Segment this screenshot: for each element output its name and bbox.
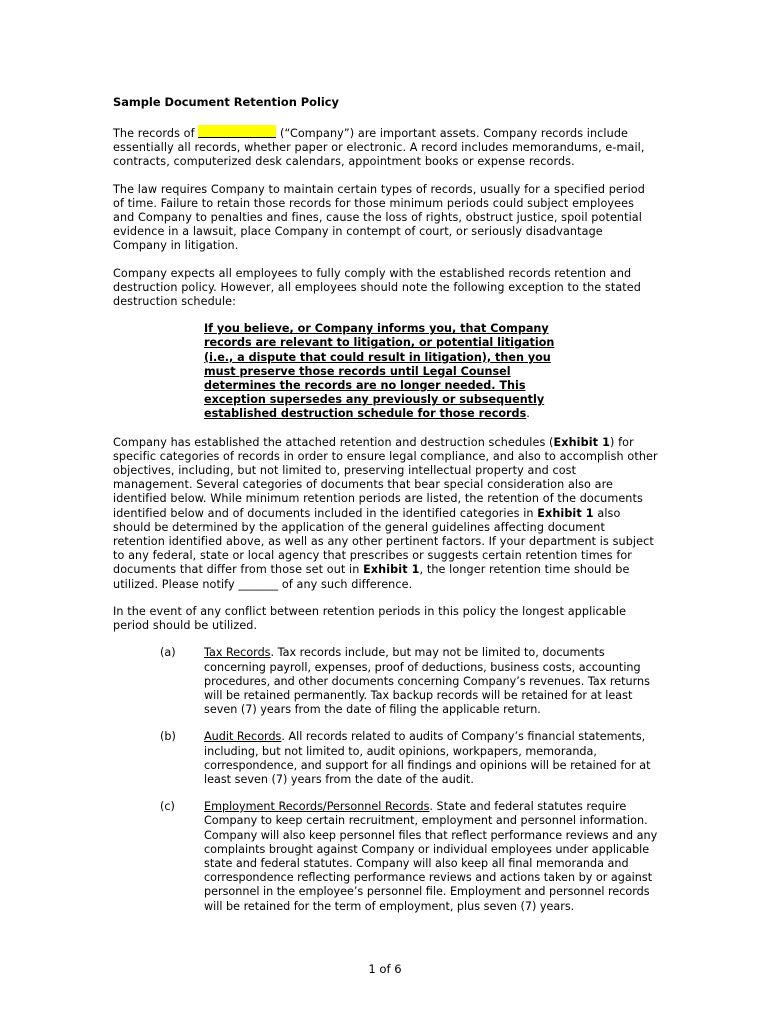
item-label: (c) <box>160 800 175 814</box>
item-heading: Audit Records <box>204 730 282 744</box>
paragraph-law: The law requires Company to maintain certain types of records, usually for a specified period of time. Failure to retain those records for those minimum periods could subject employees and Company to penalties and fines, cause the loss of rights, obstruct justice, spoil potential evidence in a lawsuit, place Company in contempt of court, or seriously disadvantage Company in litigation. <box>113 182 645 253</box>
paragraph-schedules <box>113 436 658 592</box>
paragraph-expectations: Company expects all employees to fully comply with the established records retention and destruction policy. However, all employees should note the following exception to the stated destruction schedule: <box>113 266 641 309</box>
company-name-blank[interactable] <box>198 125 276 138</box>
list-item <box>113 730 658 787</box>
item-heading: Tax Records <box>204 646 271 660</box>
list-item <box>113 646 658 717</box>
paragraph-records <box>113 125 658 170</box>
paragraph-conflict: In the event of any conflict between retention periods in this policy the longest applicable period should be utilized. <box>113 604 627 633</box>
document-title: Sample Document Retention Policy <box>113 95 339 109</box>
exhibit-1-ref: Exhibit 1 <box>363 563 420 577</box>
page-number: 1 of 6 <box>368 962 402 976</box>
item-heading: Employment Records/Personnel Records <box>204 800 430 814</box>
schedules-text-b: ) for specific categories of records in order to ensure legal compliance, and also to accomplish other objectives, including, but not limited to, preserving intellectual property and cost management. Several categories of documents that bear special consideration also are identified below. While minimum retention periods are listed, the retention of the documents identified below and of documents included in the identified categories in <box>113 435 658 520</box>
schedules-text-c: also should be determined by the application of the general guidelines affecting document retention identified above, as well as any other pertinent factors. If your department is subject to any federal, state or local agency that prescribes or suggests certain retention times for documents that differ from those set out in <box>113 506 654 577</box>
notice-text: If you believe, or Company informs you, that Company records are relevant to litigation, or potential litigation (i.e., a dispute that could result in litigation), then you must preserve those records until Legal Counsel determines the records are no longer needed. This exception supersedes any previously or subsequently established destruction schedule for those records <box>204 322 555 421</box>
notice-end: . <box>526 407 530 421</box>
schedules-text-a: Company has established the attached retention and destruction schedules ( <box>113 435 554 449</box>
schedules-text-d: , the longer retention time should be utilized. Please notify _______ of any such difference. <box>113 563 630 591</box>
item-text: . State and federal statutes require Company to keep certain recruitment, employment and personnel information. Company will also keep personnel files that reflect performance reviews and any complaints brought against Company or individual employees under applicable state and federal statutes. Company will also keep all final memoranda and correspondence reflecting performance reviews and actions taken by or against personnel in the employee’s personnel file. Employment and personnel records will be retained for the term of employment, plus seven (7) years. <box>204 800 658 913</box>
litigation-hold-notice <box>204 322 559 421</box>
item-label: (a) <box>160 646 176 660</box>
item-text: . Tax records include, but may not be limited to, documents concerning payroll, expenses, proof of deductions, business costs, accounting procedures, and other documents concerning Company’s revenues. Tax returns will be retained permanently. Tax backup records will be retained for at least seven (7) years from the date of filing the applicable return. <box>204 646 650 717</box>
record-categories <box>113 646 658 913</box>
document-body <box>113 95 658 927</box>
item-label: (b) <box>160 730 176 744</box>
records-prefix: The records of <box>113 127 195 140</box>
exhibit-1-ref: Exhibit 1 <box>537 506 594 520</box>
item-text: . All records related to audits of Company’s financial statements, including, but not limited to, audit opinions, workpapers, memoranda, correspondence, and support for all findings and opinions will be retained for at least seven (7) years from the date of the audit. <box>204 730 651 786</box>
list-item <box>113 800 658 914</box>
exhibit-1-ref: Exhibit 1 <box>553 435 610 449</box>
records-rest: (“Company”) are important assets. Company records include essentially all records, whether paper or electronic. A record includes memorandums, e-mail, contracts, computerized desk calendars, appointment books or expense records. <box>113 127 645 169</box>
